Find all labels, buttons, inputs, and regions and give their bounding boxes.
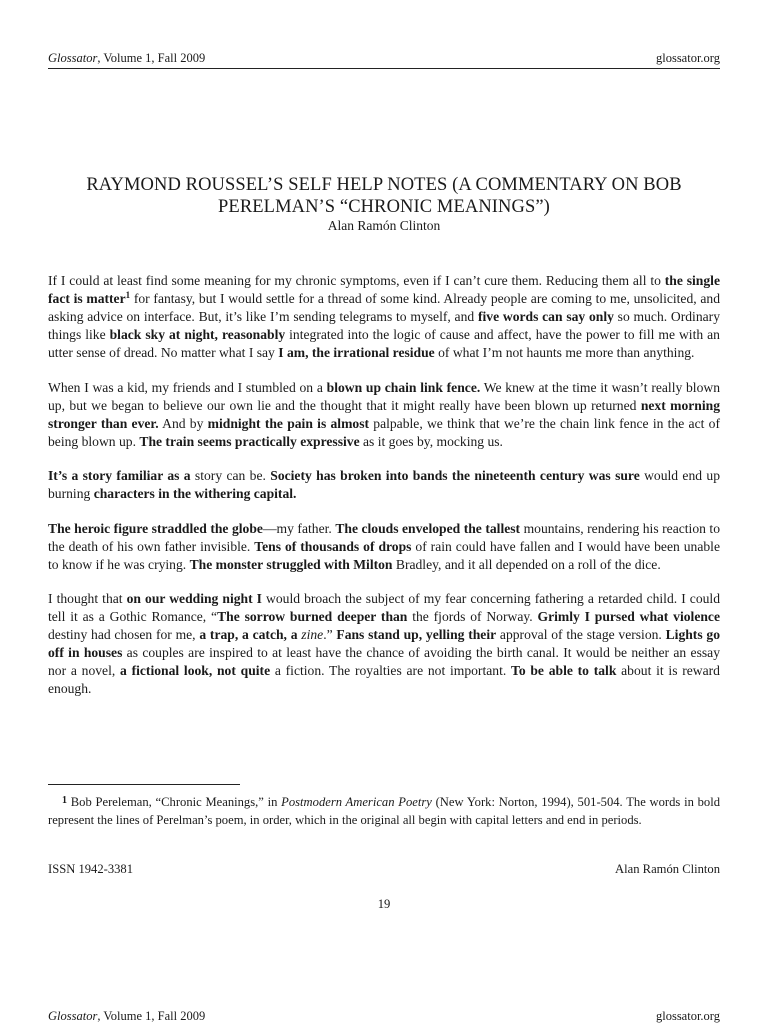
poem-line-bold: a trap, a catch, a: [199, 627, 298, 643]
footer-journal-name: Glossator: [48, 1009, 98, 1023]
poem-line-bold: Fans stand up, yelling their: [336, 627, 497, 643]
body-paragraph: [48, 467, 720, 503]
footer-journal-issue: [48, 1009, 205, 1024]
header-issue: , Volume 1, Fall 2009: [97, 51, 206, 65]
paragraph-text: And by: [158, 415, 208, 431]
header-site: glossator.org: [655, 51, 720, 65]
paragraph-text: of what I’m not haunts me more than anything.: [434, 345, 695, 360]
paragraph-text: destiny had chosen for me,: [48, 627, 200, 643]
title-line-2: PERELMAN’S “CHRONIC MEANINGS”): [218, 197, 550, 217]
paragraph-text: Bradley, and it all depended on a roll of the dice.: [392, 556, 661, 572]
paragraph-text: a fiction. The royalties are not important.: [270, 663, 511, 679]
header-journal-issue: [48, 51, 205, 66]
footnote-text-before: Bob Pereleman, “Chronic Meanings,” in: [67, 795, 282, 809]
body-paragraph: [48, 272, 720, 362]
paragraph-text: so much. Ordinary things like: [48, 309, 720, 342]
issn: ISSN 1942-3381: [48, 862, 134, 876]
poem-line-bold: The train seems practically expressive: [139, 433, 360, 449]
paragraph-text: palpable, we think that we’re the chain link fence in the act of being blown up.: [48, 415, 720, 449]
article-author: Alan Ramón Clinton: [327, 218, 441, 233]
poem-line-bold: The monster struggled with Milton: [189, 556, 393, 572]
header-journal-name: Glossator: [48, 51, 98, 65]
poem-line-bold: The sorrow burned deeper than: [217, 609, 408, 625]
paragraph-text: of rain could have fallen and I would have been unable to know if he was crying.: [48, 538, 720, 572]
article-footer: [48, 862, 720, 877]
paragraph-text: zine: [301, 627, 324, 643]
paragraph-text: as couples are inspired to at least have the chance of avoiding the birth canal. It would be neither an essay nor a novel,: [48, 645, 720, 679]
footer-author: Alan Ramón Clinton: [615, 862, 720, 876]
footer-site: glossator.org: [655, 1009, 720, 1023]
poem-line-bold: It’s a story familiar as a: [48, 468, 191, 484]
footnote-text-after: (New York: Norton, 1994), 501-504. The words in bold represent the lines of Perelman’s poem, in order, which in the original all begin with capital letters and end in periods.: [48, 795, 721, 827]
footer-issue: , Volume 1, Fall 2009: [97, 1009, 206, 1023]
poem-line-bold: The clouds enveloped the tallest: [335, 520, 521, 536]
paragraph-text: .”: [323, 627, 337, 643]
running-footer: [48, 1004, 720, 1024]
paragraph-text: story can be.: [190, 468, 271, 484]
paragraph-text: We knew at the time it wasn’t really blown up, but we began to believe our own lie and the thought that it might really have been blown up returned: [48, 379, 720, 413]
article-title: [48, 174, 720, 218]
title-line-1: RAYMOND ROUSSEL’S SELF HELP NOTES (A COMMENTARY ON BOB: [86, 175, 682, 195]
footnote-reference: 1: [125, 290, 131, 300]
paragraph-text: would broach the subject of my fear concerning fathering a retarded child. I could tell it as a Gothic Romance, “: [48, 591, 720, 625]
poem-line-bold: on our wedding night I: [126, 591, 262, 607]
paragraph-text: about it is reward enough.: [48, 663, 720, 697]
paragraph-text: for fantasy, but I would settle for a thread of some kind. Already people are coming to me, unsolicited, and asking advice on interface. But, it’s like I’m sending telegrams to myself, and: [48, 291, 721, 324]
paragraph-text: the fjords of Norway.: [407, 609, 538, 625]
footnote-number: 1: [62, 795, 67, 806]
poem-line-bold: Tens of thousands of drops: [254, 538, 412, 554]
body-paragraph: [48, 590, 720, 698]
poem-line-bold: Grimly I pursed what violence: [537, 609, 720, 625]
article-body: [48, 272, 720, 715]
running-header: [48, 46, 720, 69]
body-paragraph: [48, 520, 720, 574]
footnote: [48, 792, 720, 829]
poem-line-bold: To be able to talk: [511, 663, 617, 679]
footnote-divider: [48, 784, 240, 785]
poem-line-bold: I am, the irrational residue: [278, 345, 435, 360]
footnote-book-title: Postmodern American Poetry: [281, 795, 432, 809]
poem-line-bold: characters in the withering capital.: [93, 486, 297, 502]
paragraph-text: If I could at least find some meaning for my chronic symptoms, even if I can’t cure them. Reducing them all to: [48, 273, 665, 288]
poem-line-bold: a fictional look, not quite: [120, 663, 271, 679]
paragraph-text: —my father.: [262, 520, 336, 536]
poem-line-bold: The heroic figure straddled the globe: [48, 520, 263, 536]
poem-line-bold: the single fact is matter: [48, 273, 720, 306]
poem-line-bold: next morning stronger than ever.: [48, 397, 720, 431]
poem-line-bold: Lights go off in houses: [48, 627, 720, 661]
page-number: 19: [377, 897, 391, 911]
paragraph-text: When I was a kid, my friends and I stumbled on a: [48, 379, 327, 395]
paragraph-text: I thought that: [48, 591, 127, 607]
poem-line-bold: midnight the pain is almost: [207, 415, 370, 431]
body-paragraph: [48, 379, 720, 451]
paragraph-text: approval of the stage version.: [496, 627, 666, 643]
paragraph-text: integrated into the logic of cause and affect, have the power to fill me with an utter sense of dread. No matter what I say: [48, 327, 720, 360]
poem-line-bold: blown up chain link fence.: [326, 379, 481, 395]
paragraph-text: would end up burning: [48, 468, 721, 502]
poem-line-bold: Society has broken into bands the nineteenth century was sure: [270, 468, 640, 484]
poem-line-bold: five words can say only: [477, 309, 614, 324]
paragraph-text: as it goes by, mocking us.: [359, 433, 503, 449]
poem-line-bold: black sky at night, reasonably: [109, 327, 286, 342]
paragraph-text: mountains, rendering his reaction to the death of his own father invisible.: [48, 520, 721, 554]
